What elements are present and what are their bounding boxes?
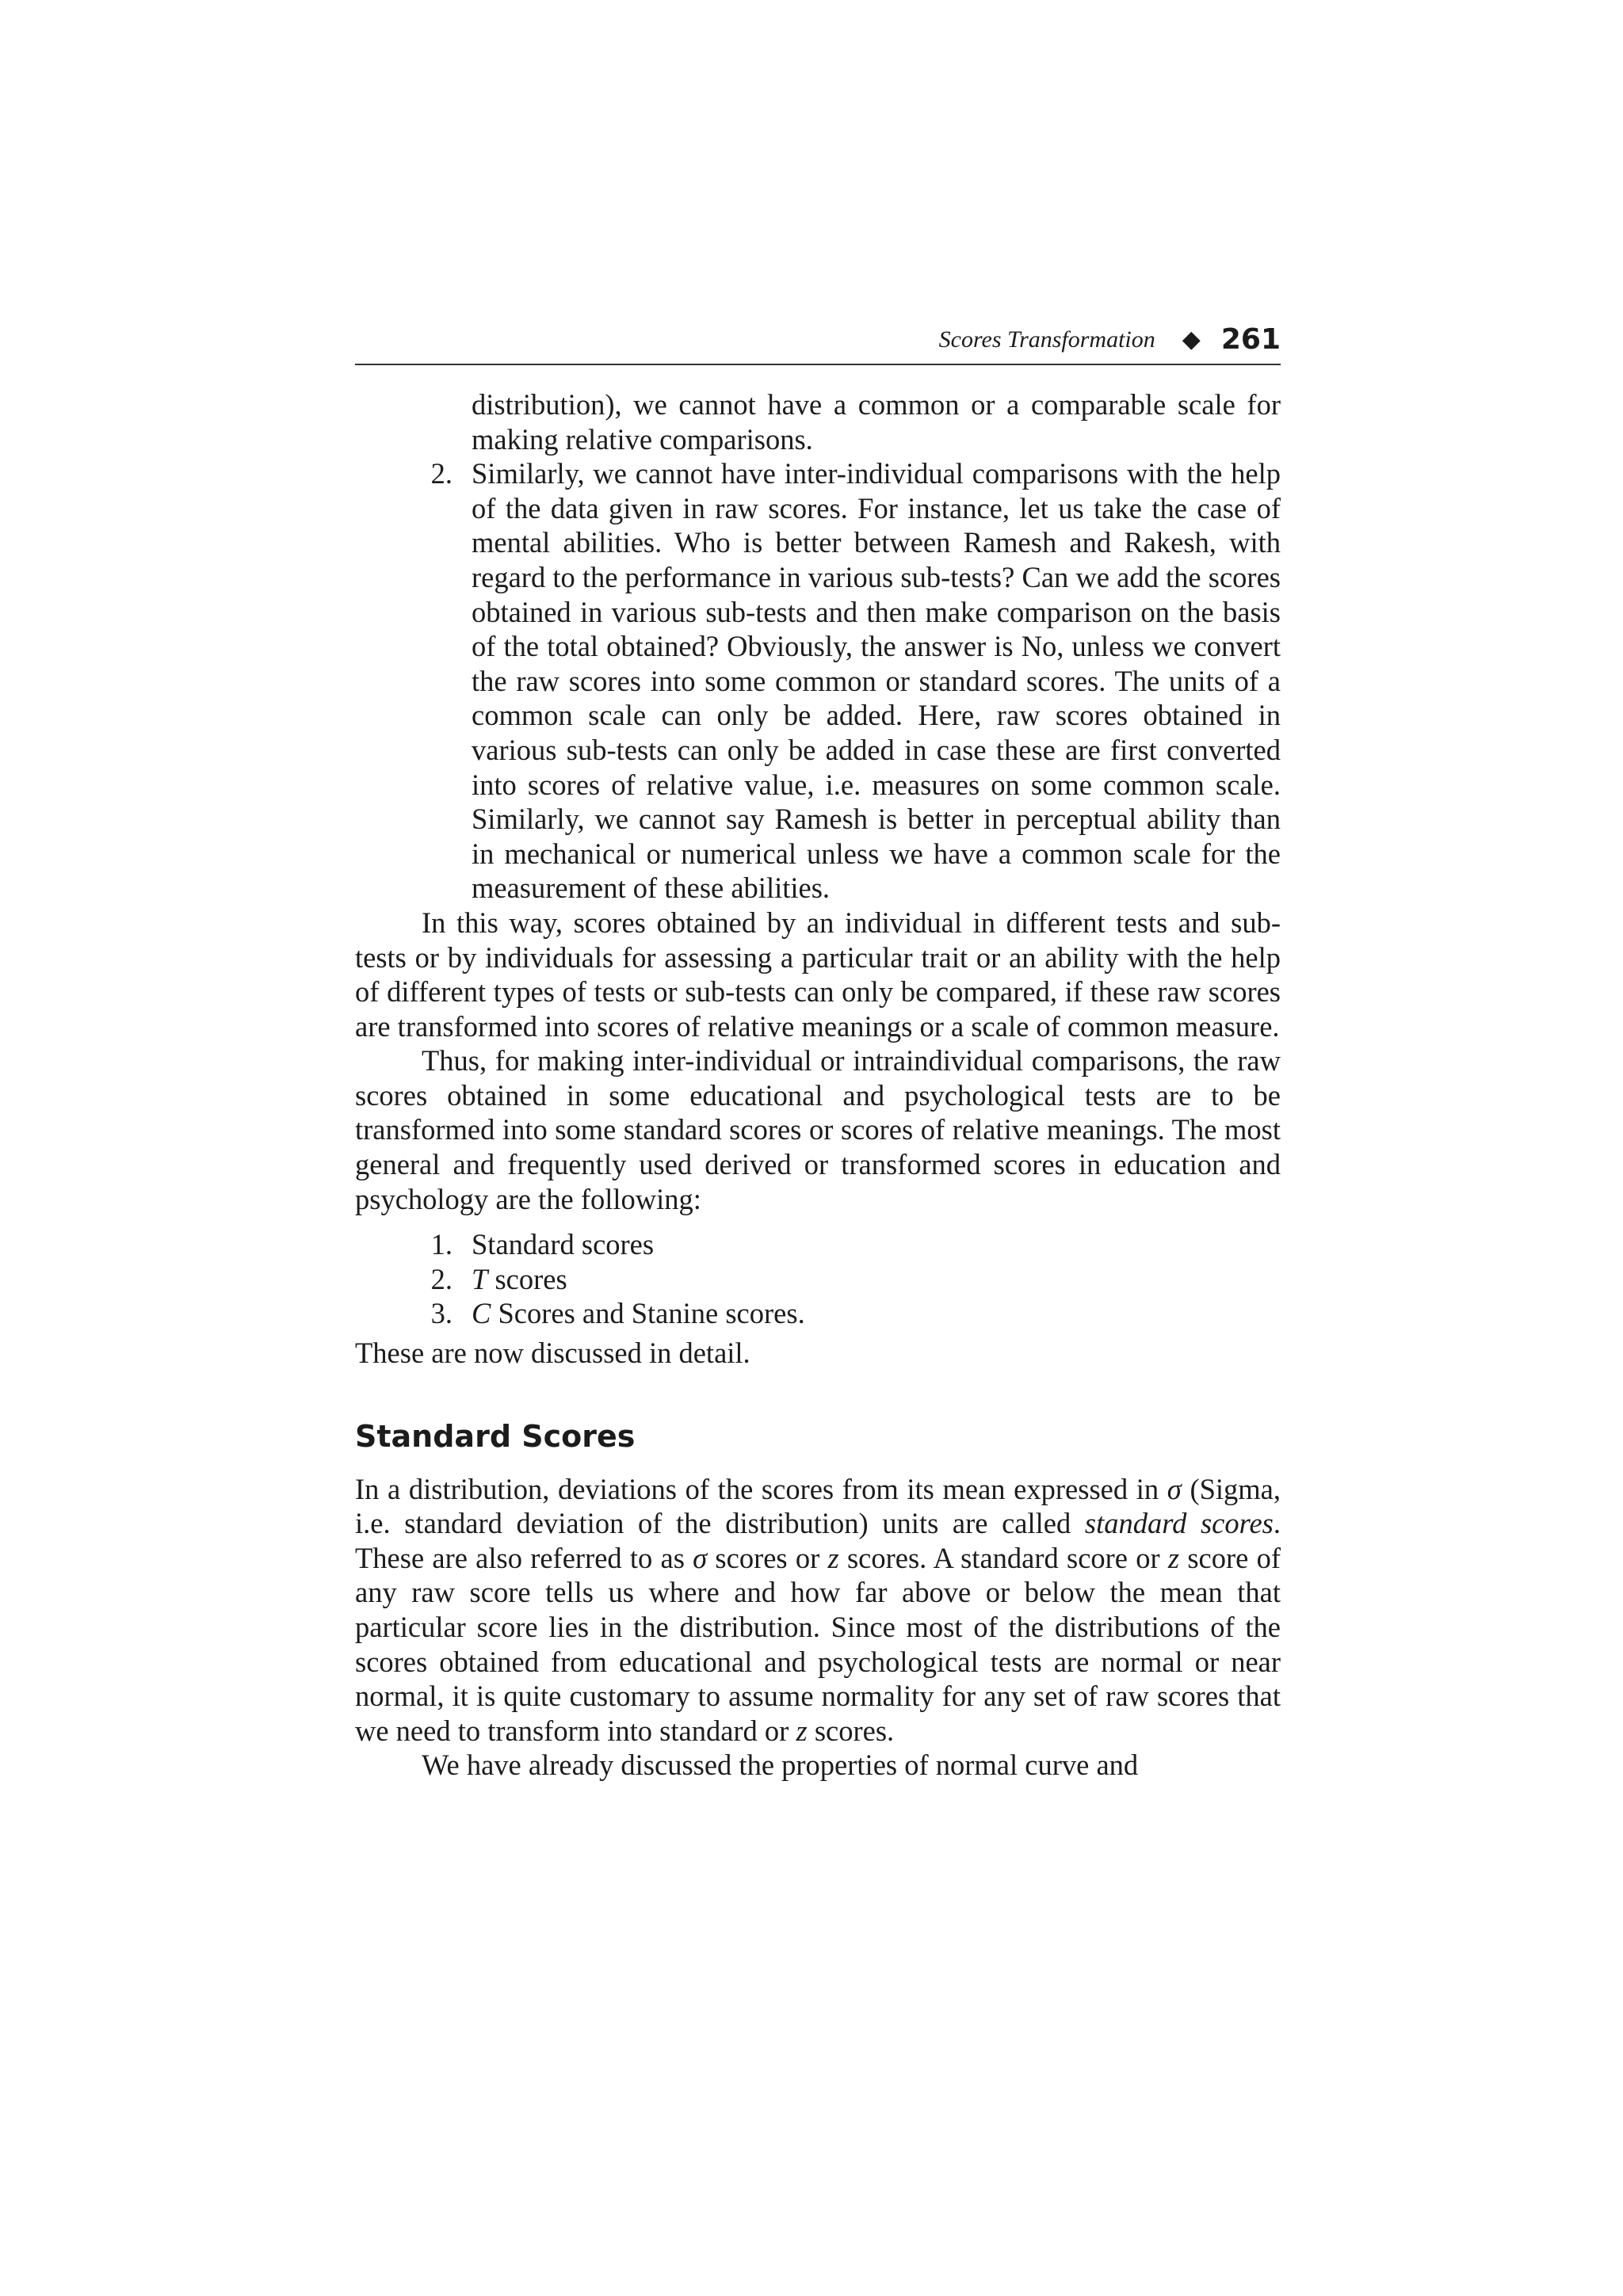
sigma-symbol: σ — [693, 1541, 708, 1574]
z-symbol: z — [796, 1714, 808, 1747]
z-symbol: z — [1167, 1541, 1180, 1574]
sigma-symbol: σ — [1167, 1472, 1182, 1505]
z-symbol: z — [827, 1541, 839, 1574]
list-item-text: C Scores and Stanine scores. — [472, 1297, 805, 1330]
list-item-number: 3. — [430, 1297, 453, 1330]
page-number: 261 — [1220, 323, 1281, 356]
term-standard-scores: standard scores — [1084, 1507, 1274, 1540]
paragraph-2: Thus, for making inter-individual or intraindividual comparisons, the raw scores obtained in some educational and psychological tests are to be transformed into some standard scores or scores of relative meanings. The most general and frequently used derived or transformed scores in education and psychology are the following: — [355, 1044, 1281, 1215]
transformed-scores-list — [355, 1227, 1281, 1331]
last-paragraph: We have already discussed the properties of normal curve and — [422, 1749, 1139, 1782]
list-continuation: distribution), we cannot have a common or a comparable scale for making relative comparisons. — [472, 388, 1281, 456]
list-item-number: 2. — [430, 457, 453, 490]
symbol-t: T — [472, 1262, 488, 1295]
list-item — [355, 1227, 1281, 1262]
list-item-number: 1. — [430, 1228, 453, 1261]
list-item-2 — [355, 456, 1281, 906]
list-item-text: T scores — [472, 1262, 567, 1295]
list-item-text: Standard scores — [472, 1228, 655, 1261]
section-heading: Standard Scores — [355, 1418, 636, 1454]
section-paragraph: In a distribution, deviations of the scores from its mean expressed in σ (Sigma, i.e. standard deviation of the distribution) units are called standard scores. These are also referred to as σ scores or z scores. A standard score or z score of any raw score tells us where and how far above or below the mean that particular score lies in the distribution. Since most of the distributions of the scores obtained from educational and psychological tests are normal or near normal, it is quite customary to assume normality for any set of raw scores that we need to transform into standard or z scores. — [355, 1472, 1281, 1747]
list-item — [355, 1296, 1281, 1331]
page — [355, 323, 1281, 1783]
running-title: Scores Transformation — [938, 326, 1155, 353]
symbol-c: C — [472, 1297, 491, 1330]
running-header — [355, 323, 1281, 365]
list-item-text: Similarly, we cannot have inter-individual comparisons with the help of the data given in raw scores. For instance, let us take the case of mental abilities. Who is better between Ramesh and Rakesh, with regard to the performance in various sub-tests? Can we add the scores obtained in various sub-tests and then make comparison on the basis of the total obtained? Obviously, the answer is No, unless we convert the raw scores into some common or standard scores. The units of a common scale can only be added. Here, raw scores obtained in various sub-tests can only be added in case these are first converted into scores of relative value, i.e. measures on some common scale. Similarly, we cannot say Ramesh is better in perceptual ability than in mechanical or numerical unless we have a common scale for the measurement of these abilities. — [472, 457, 1281, 905]
paragraph-1: In this way, scores obtained by an individual in different tests and sub-tests or by individuals for assessing a particular trait or an ability with the help of different types of tests or sub-tests can only be compared, if these raw scores are transformed into scores of relative meanings or a scale of common measure. — [355, 906, 1281, 1043]
body-text — [355, 387, 1281, 1783]
after-list-text: These are now discussed in detail. — [355, 1337, 750, 1370]
diamond-icon: ◆ — [1182, 326, 1201, 353]
list-item — [355, 1262, 1281, 1297]
list-item-number: 2. — [430, 1262, 453, 1295]
